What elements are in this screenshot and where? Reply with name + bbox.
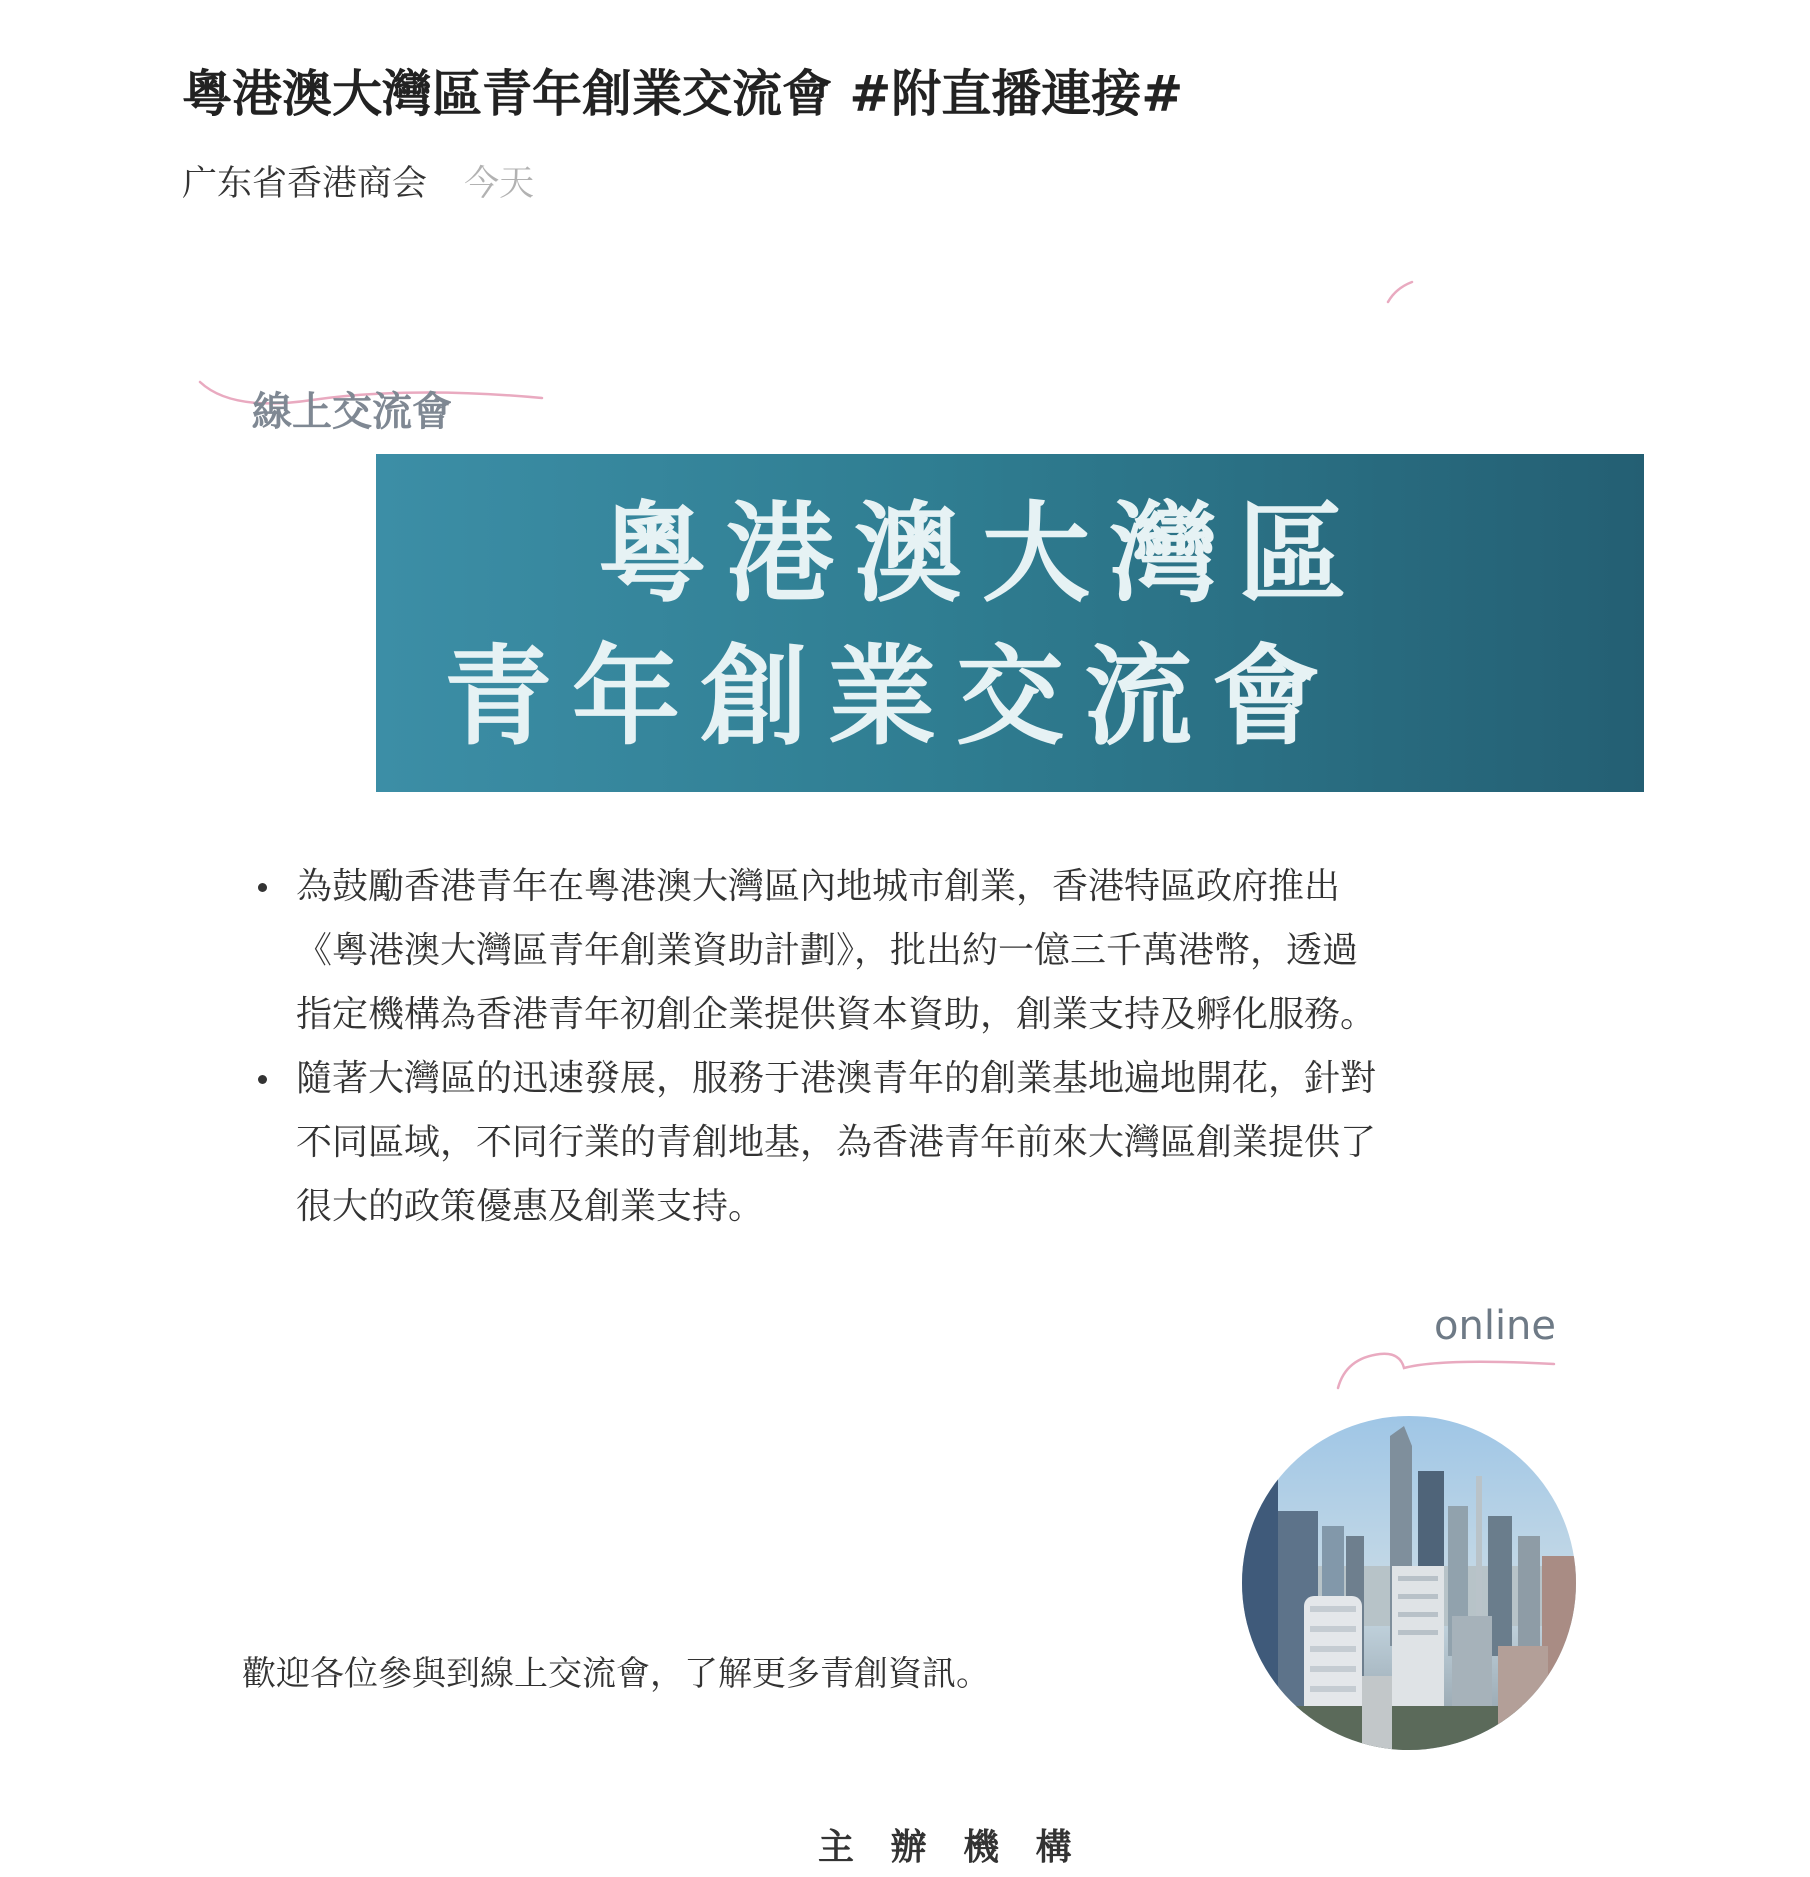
banner-line-2: 青年創業交流會 xyxy=(444,634,1341,760)
bullet-dot xyxy=(258,883,267,892)
list-item xyxy=(250,1047,1380,1239)
event-banner xyxy=(376,454,1644,792)
online-label: online xyxy=(1434,1303,1557,1349)
article-title: 粵港澳大灣區青年創業交流會 #附直播連接# xyxy=(182,65,1184,123)
bullet-text: 為鼓勵香港青年在粵港澳大灣區內地城市創業，香港特區政府推出《粵港澳大灣區青年創業資助計劃》，批出約一億三千萬港幣，透過指定機構為香港青年初創企業提供資本資助，創業支持及孵化服務。 xyxy=(296,866,1377,1035)
publish-date: 今天 xyxy=(464,164,535,204)
article-meta xyxy=(182,160,534,208)
small-stroke-decoration xyxy=(1386,280,1416,304)
banner-line-1: 粵港澳大灣區 xyxy=(598,491,1367,617)
online-swirl-decoration xyxy=(1332,1336,1558,1392)
bullet-dot xyxy=(258,1075,267,1084)
welcome-text: 歡迎各位參與到線上交流會，了解更多青創資訊。 xyxy=(242,1654,990,1694)
author-name[interactable]: 广东省香港商会 xyxy=(182,164,428,204)
section-heading: 線上交流會 xyxy=(252,389,452,435)
bullet-text: 隨著大灣區的迅速發展，服務于港澳青年的創業基地遍地開花，針對不同區域，不同行業的青創地基，為香港青年前來大灣區創業提供了很大的政策優惠及創業支持。 xyxy=(296,1058,1377,1227)
city-skyline-image xyxy=(1242,1416,1576,1750)
bullet-list xyxy=(250,855,1380,1239)
organizer-heading: 主 辦 機 構 xyxy=(818,1827,1084,1868)
list-item xyxy=(250,855,1380,1047)
